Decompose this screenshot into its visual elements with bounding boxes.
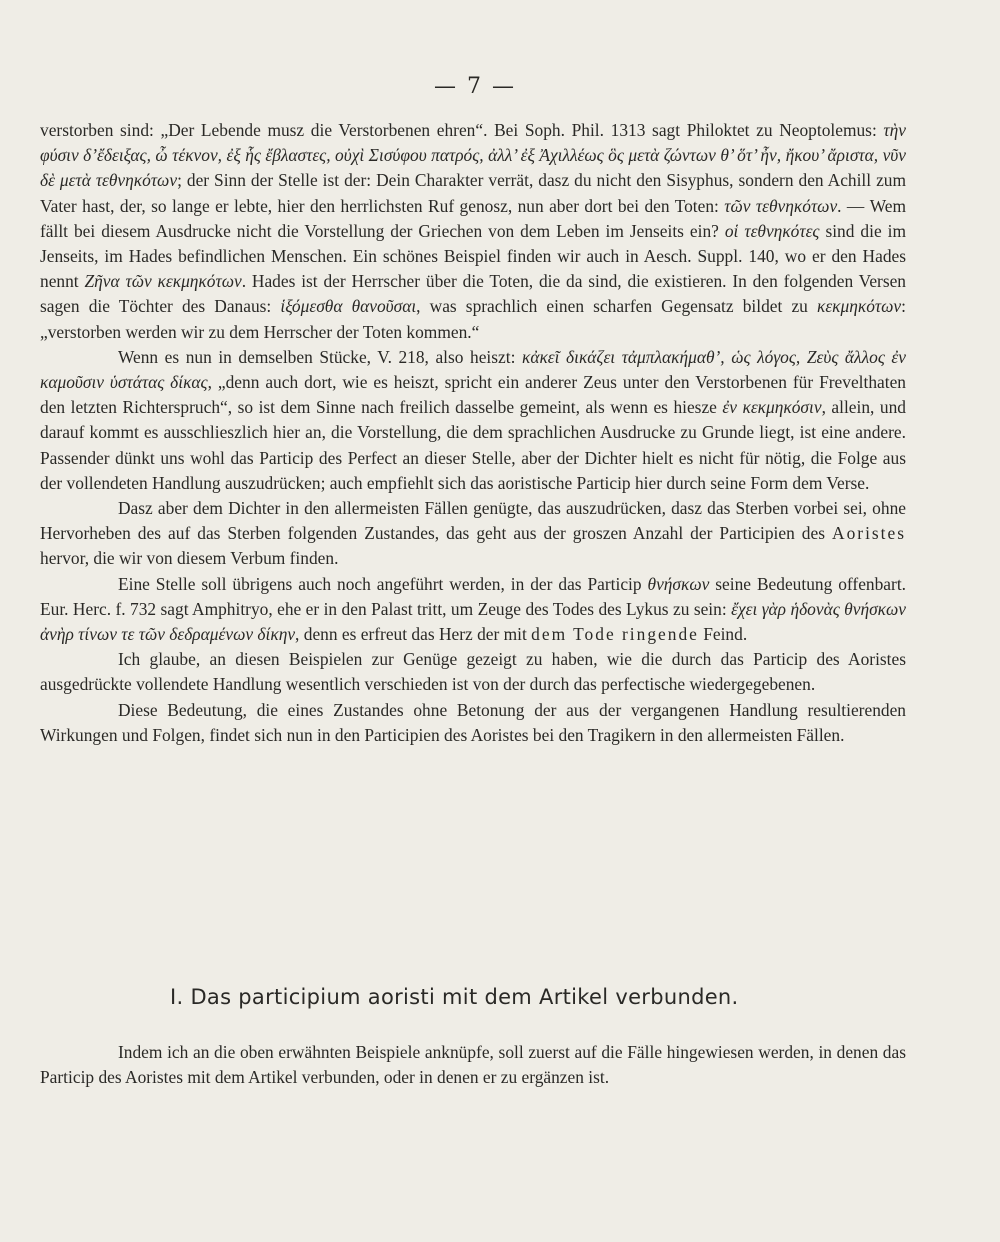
text-run: Wenn es nun in demselben Stücke, V. 218, also heiszt:	[118, 346, 522, 367]
closing-text	[40, 1040, 906, 1090]
text-run: seine Bedeutung offenbart. Eur. Herc. f. 732 sagt Amphitryo, ehe er in den Palast tritt, um Zeuge des Todes des Lykus zu sein:	[40, 573, 906, 619]
text-run: Eine Stelle soll übrigens auch noch angeführt werden, in der das Particip	[118, 573, 648, 594]
paragraph	[40, 496, 906, 572]
text-run: , allein, und darauf kommt es ausschlieszlich hier an, die Vorstellung, die dem sprachlichen Ausdrucke zu Grunde liegt, ist eine andere. Passender dünkt uns wohl das Particip des Perfect an dieser Stelle, aber der Dichter hielt es nicht für nötig, die Folge aus der vollendeten Handlung auszudrücken; auch empfiehlt sich das aoristische Particip hier durch seine Form dem Verse.	[40, 397, 906, 493]
text-run: sind die im Jenseits, im Hades befindlichen Menschen. Ein schönes Beispiel finden wir auch in Aesch. Suppl. 140, wo er den Hades nennt	[40, 220, 906, 292]
text-run: : „verstorben werden wir zu dem Herrscher der Toten kommen.“	[40, 296, 906, 342]
greek-quotation: κἀκεῖ δικάζει τἀμπλακήμαθ’, ὡς λόγος, Ζεὺς ἄλλος ἐν καμοῦσιν ὑστάτας δίκας	[40, 346, 906, 393]
text-run: ; der Sinn der Stelle ist der: Dein Charakter verrät, dasz du nicht den Sisyphus, sondern den Achill zum Vater hast, der, so lange er lebte, hier den herrlichsten Ruf genosz, nun aber dort bei den Toten:	[40, 170, 907, 216]
text-run: . — Wem fällt bei diesem Ausdrucke nicht die Vorstellung der Griechen von dem Leben im Jenseits ein?	[40, 195, 906, 241]
text-run: Dasz aber dem Dichter in den allermeisten Fällen genügte, das auszudrücken, dasz das Sterben vorbei sei, ohne Hervorheben des auf das Sterben folgenden Zustandes, das geht aus der groszen Anzahl der Participien des	[40, 498, 906, 544]
section-heading: I. Das participium aoristi mit dem Artikel verbunden.	[170, 985, 739, 1009]
greek-quotation: οἱ τεθνηκότες	[724, 220, 820, 241]
text-run: , was sprachlich einen scharfen Gegensatz bildet zu	[416, 296, 817, 317]
greek-quotation: ἐν κεκμηκόσιν	[722, 397, 822, 418]
text-run: verstorben sind: „Der Lebende musz die Verstorbenen ehren“. Bei Soph. Phil. 1313 sagt Philoktet zu Neoptolemus:	[40, 120, 884, 140]
body-text	[40, 118, 906, 748]
text-run: Ich glaube, an diesen Beispielen zur Genüge gezeigt zu haben, wie die durch das Particip des Aoristes ausgedrückte vollendete Handlung wesentlich verschieden ist von der durch das perfectische wiedergegebenen.	[40, 649, 906, 695]
page-number: — 7 —	[434, 74, 516, 99]
emphasized-text: Aoristes	[832, 523, 906, 544]
greek-quotation: τὴν φύσιν δ’ἔδειξας, ὦ τέκνον, ἐξ ἧς ἔβλαστες, οὐχὶ Σισύφου πατρός, ἀλλ’ ἐξ Ἀχιλλέως ὃς μετὰ ζώντων θ’ ὅτ’ ἦν, ἤκου’ ἄριστα, νῦν δὲ μετὰ τεθνηκότων	[40, 120, 906, 191]
paragraph	[40, 698, 906, 748]
paragraph	[40, 647, 906, 697]
text-run: , „denn auch dort, wie es heiszt, spricht ein anderer Zeus unter den Verstorbenen für Frevelthaten den letzten Richterspruch“, so ist dem Sinne nach freilich dasselbe gemeint, als wenn es hiesze	[40, 372, 906, 418]
text-run: Diese Bedeutung, die eines Zustandes ohne Betonung der aus der vergangenen Handlung resultierenden Wirkungen und Folgen, findet sich nun in den Participien des Aoristes bei den Tragikern in den allermeisten Fällen.	[40, 699, 906, 745]
text-run: , denn es erfreut das Herz der mit	[295, 624, 532, 645]
greek-quotation: Ζῆνα τῶν κεκμηκότων	[84, 271, 242, 292]
text-run: . Hades ist der Herrscher über die Toten, die da sind, die existieren. In den folgenden Versen sagen die Töchter des Danaus:	[40, 271, 907, 317]
greek-quotation: ἱξόμεσθα θανοῦσαι	[280, 296, 417, 317]
greek-quotation: κεκμηκότων	[816, 296, 902, 317]
text-run: hervor, die wir von diesem Verbum finden.	[40, 548, 339, 569]
greek-quotation: ἔχει γὰρ ἡδονὰς θνήσκων ἀνὴρ τίνων τε τῶν δεδραμένων δίκην	[40, 598, 906, 645]
text-run: Feind.	[698, 624, 748, 645]
paragraph	[40, 345, 906, 496]
greek-quotation: θνήσκων	[647, 573, 710, 594]
emphasized-text: dem Tode ringende	[531, 624, 699, 645]
paragraph	[40, 572, 906, 648]
greek-quotation: τῶν τεθνηκότων	[724, 195, 838, 216]
paragraph	[40, 118, 906, 345]
paragraph: Indem ich an die oben erwähnten Beispiele anknüpfe, soll zuerst auf die Fälle hingewiesen werden, in denen das Particip des Aoristes mit dem Artikel verbunden, oder in denen er zu ergänzen ist.	[40, 1042, 906, 1088]
